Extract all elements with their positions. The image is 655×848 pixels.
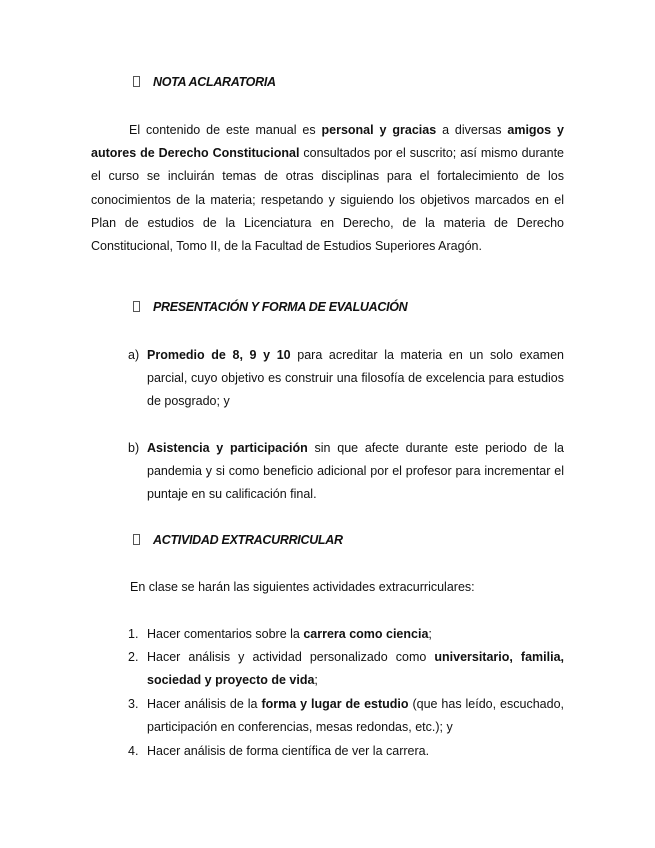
- text-run: Hacer análisis de forma científica de ver la carrera.: [147, 744, 430, 758]
- text-run: a diversas: [436, 123, 508, 137]
- bullet-box-icon: [133, 301, 140, 312]
- evaluation-item-b: [128, 437, 564, 507]
- text-run: Hacer análisis de la: [147, 697, 262, 711]
- activity-item-4: [128, 740, 564, 763]
- bold-run: amigos y autores de Derecho Constitucional: [91, 123, 564, 161]
- bullet-box-icon: [133, 76, 140, 87]
- list-item-body: [147, 740, 564, 763]
- bold-run: carrera como ciencia: [303, 627, 429, 641]
- activity-item-3: [128, 693, 564, 739]
- activity-item-2: [128, 646, 564, 692]
- bold-run: Asistencia y participación: [147, 441, 308, 455]
- actividad-intro: En clase se harán las siguientes actividades extracurriculares:: [130, 580, 475, 594]
- section-title: NOTA ACLARATORIA: [153, 75, 276, 89]
- text-run: para acreditar la materia en un solo examen parcial, cuyo objetivo es construir una filosofía de excelencia para estudios de posgrado; y: [147, 348, 564, 409]
- list-item-body: [147, 437, 564, 507]
- list-marker: 2.: [128, 650, 139, 664]
- activity-item-1: [128, 623, 564, 646]
- list-marker: a): [128, 348, 140, 362]
- section-title: ACTIVIDAD EXTRACURRICULAR: [153, 533, 343, 547]
- bold-run: forma y lugar de estudio: [261, 697, 409, 711]
- text-run: (que has leído, escuchado, participación en conferencias, mesas redondas, etc.); y: [147, 697, 564, 735]
- list-marker: 3.: [128, 697, 139, 711]
- list-item-body: [147, 344, 564, 414]
- text-run: El contenido de este manual es: [129, 123, 322, 137]
- section-heading-presentacion: [133, 300, 407, 314]
- section-heading-nota: [133, 75, 276, 89]
- list-marker: 4.: [128, 744, 139, 758]
- nota-paragraph: [91, 119, 564, 258]
- text-run: Hacer análisis y actividad personalizado como: [147, 650, 435, 664]
- list-item-body: [147, 693, 564, 739]
- list-marker: 1.: [128, 627, 139, 641]
- bold-run: personal y gracias: [321, 123, 437, 137]
- list-item-body: [147, 623, 564, 646]
- list-item-body: [147, 646, 564, 692]
- text-run: sin que afecte durante este periodo de la pandemia y si como beneficio adicional por el profesor para incrementar el puntaje en su calificación final.: [147, 441, 564, 502]
- text-run: consultados por el suscrito; así mismo durante el curso se incluirán temas de otras disciplinas para el fortalecimiento de los conocimientos de la materia; respetando y siguiendo los objetivos marcados en el Plan de estudios de la Licenciatura en Derecho, de la materia de Derecho Constitucional, Tomo II, de la Facultad de Estudios Superiores Aragón.: [91, 146, 564, 254]
- bold-run: universitario, familia, sociedad y proyecto de vida: [147, 650, 565, 688]
- bold-run: Promedio de 8, 9 y 10: [147, 348, 291, 362]
- text-run: ;: [314, 673, 318, 688]
- text-run: ;: [428, 627, 432, 641]
- evaluation-item-a: [128, 344, 564, 414]
- list-marker: b): [128, 441, 140, 455]
- text-run: Hacer comentarios sobre la: [147, 627, 304, 641]
- bullet-box-icon: [133, 534, 140, 545]
- section-heading-actividad: [133, 533, 343, 547]
- section-title: PRESENTACIÓN Y FORMA DE EVALUACIÓN: [153, 300, 408, 314]
